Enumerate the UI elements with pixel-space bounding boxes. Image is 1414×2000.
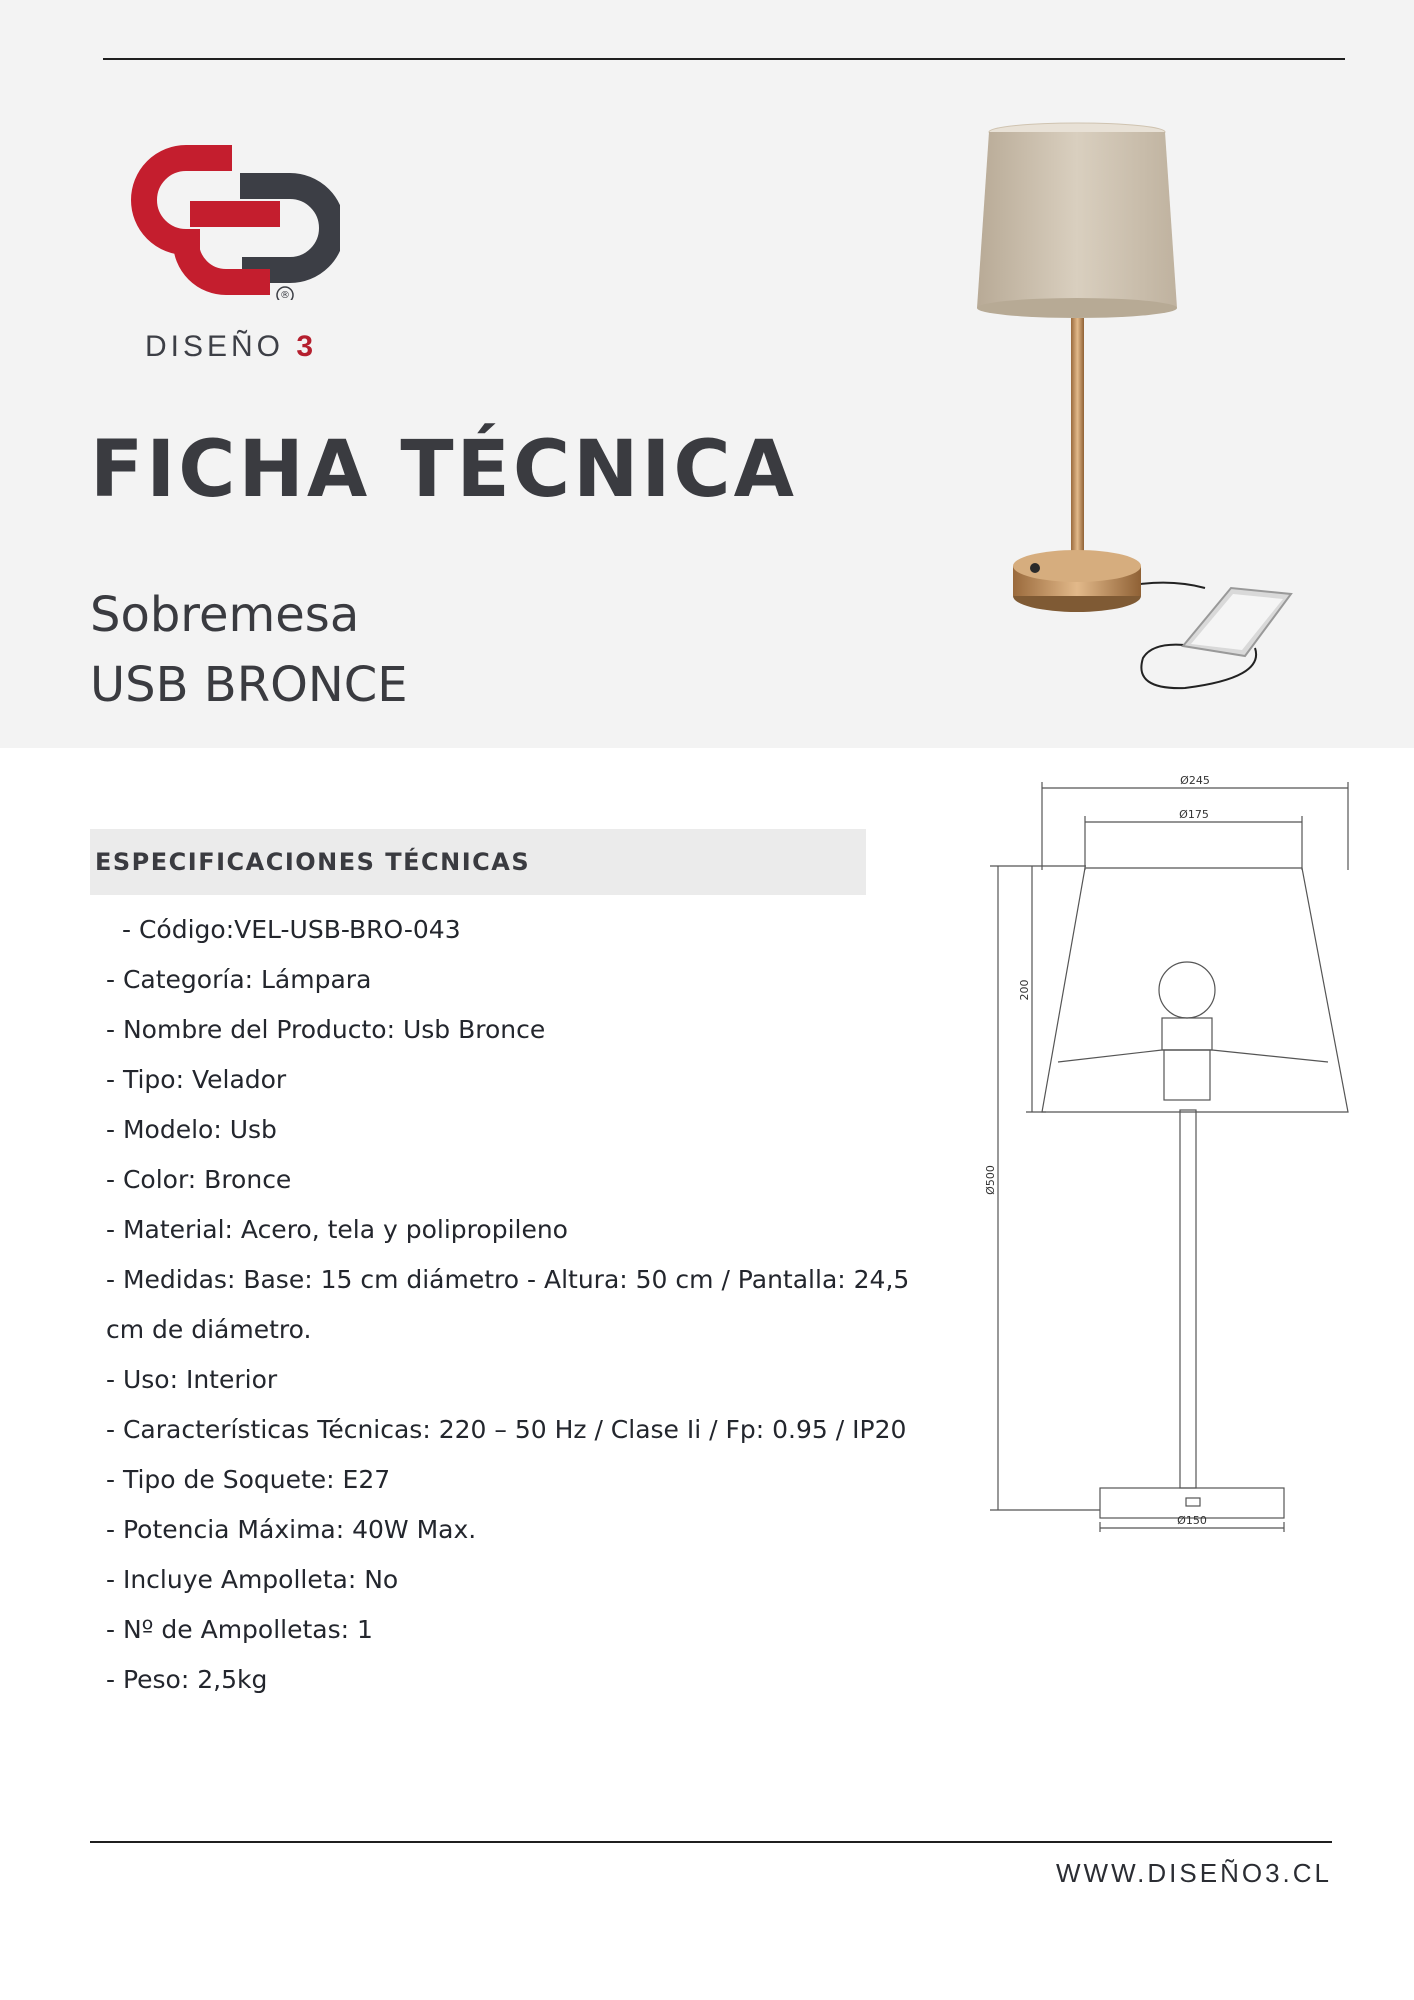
spec-item: - Modelo: Usb <box>106 1115 277 1144</box>
lamp-shade <box>977 132 1177 308</box>
brand-name: DISEÑO <box>145 330 285 363</box>
dimension-diagram <box>950 770 1360 1540</box>
lamp-photo <box>965 118 1295 708</box>
spec-item: - Uso: Interior <box>106 1365 278 1394</box>
spec-item: - Tipo: Velador <box>106 1065 287 1094</box>
spec-item: - Material: Acero, tela y polipropileno <box>106 1215 568 1244</box>
subtitle-line-1: Sobremesa <box>90 587 360 643</box>
dim-shade-bottom: Ø245 <box>1180 774 1210 787</box>
dim-shade-height: 200 <box>1018 979 1031 1001</box>
bottom-rule <box>90 1841 1332 1843</box>
spec-item: - Nombre del Producto: Usb Bronce <box>106 1015 546 1044</box>
spec-item: - Código:VEL-USB-BRO-043 <box>122 915 461 944</box>
spec-item: - Categoría: Lámpara <box>106 965 372 994</box>
subtitle-line-2: USB BRONCE <box>90 657 408 713</box>
spec-item: - Tipo de Soquete: E27 <box>106 1465 391 1494</box>
page-title: FICHA TÉCNICA <box>90 425 797 515</box>
brand-wordmark <box>145 330 317 364</box>
registered-mark: ® <box>280 290 290 300</box>
spec-item: - Color: Bronce <box>106 1165 292 1194</box>
brand-number: 3 <box>296 330 318 363</box>
dim-total-height: Ø500 <box>984 1165 997 1195</box>
lamp-stem <box>1071 318 1084 556</box>
spec-item: - Nº de Ampolletas: 1 <box>106 1615 373 1644</box>
website-link[interactable]: WWW.DISEÑO3.CL <box>1055 1858 1332 1888</box>
dim-shade-top: Ø175 <box>1179 808 1209 821</box>
dim-base-diameter: Ø150 <box>1177 1514 1207 1527</box>
spec-item: - Peso: 2,5kg <box>106 1665 268 1694</box>
spec-item: - Medidas: Base: 15 cm diámetro - Altura: 50 cm / Pantalla: 24,5 cm de diámetro. <box>106 1265 910 1344</box>
spec-item: - Características Técnicas: 220 – 50 Hz / Clase Ii / Fp: 0.95 / IP20 <box>106 1415 907 1444</box>
specs-heading: ESPECIFICACIONES TÉCNICAS <box>90 829 866 895</box>
product-subtitle <box>90 580 408 720</box>
diseno3-logo-icon <box>130 130 340 300</box>
spec-item: - Incluye Ampolleta: No <box>106 1565 399 1594</box>
specs-list <box>90 905 950 1705</box>
smartphone-icon <box>1183 588 1291 656</box>
top-rule <box>103 58 1345 60</box>
spec-item: - Potencia Máxima: 40W Max. <box>106 1515 477 1544</box>
